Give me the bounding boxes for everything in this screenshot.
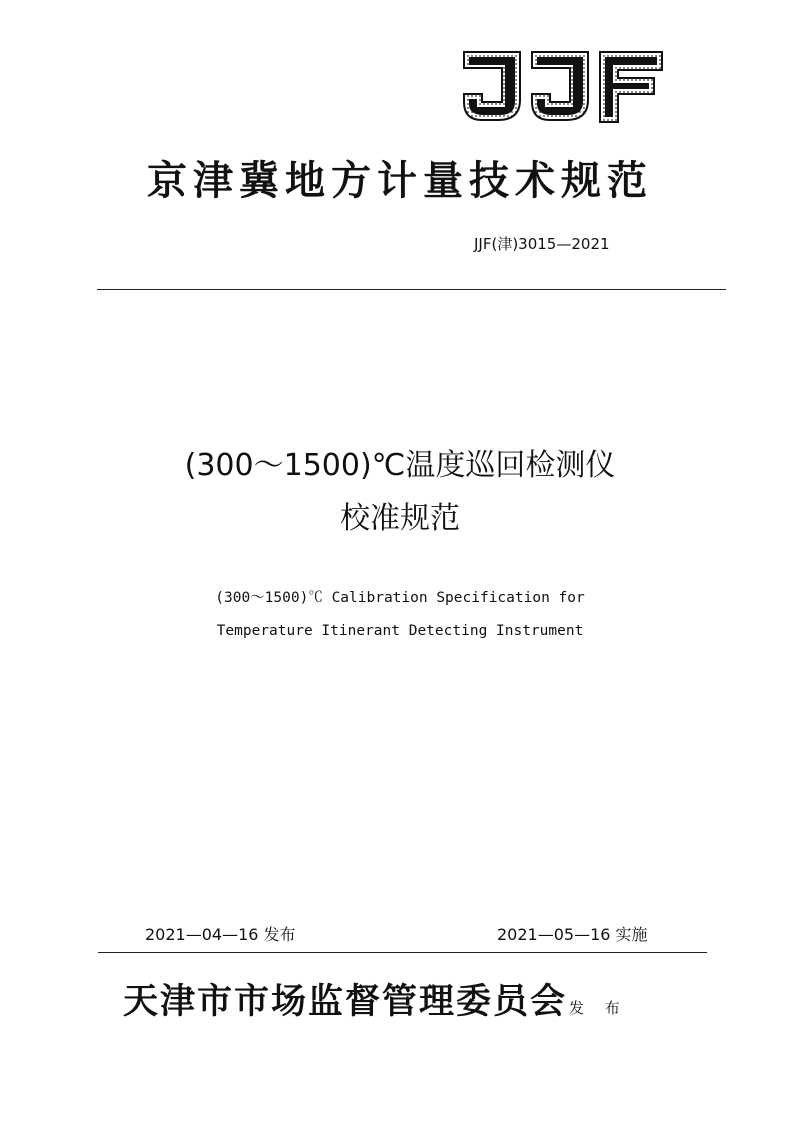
implementation-date: 2021—05—16 实施: [497, 925, 648, 944]
issue-date: 2021—04—16 发布: [145, 925, 296, 944]
bottom-divider: [98, 952, 707, 953]
top-divider: [97, 289, 726, 290]
english-title-line-1: (300～1500)℃ Calibration Specification for: [215, 590, 585, 606]
english-title-line-2: Temperature Itinerant Detecting Instrument: [216, 623, 584, 639]
issuer-suffix: 发 布: [569, 999, 628, 1017]
issuing-authority: [123, 980, 628, 1030]
chinese-title-line-1: (300～1500)℃温度巡回检测仪: [184, 448, 616, 483]
issuer-name: 天津市市场监督管理委员会: [123, 981, 568, 1022]
jjf-logo: [458, 46, 668, 128]
chinese-title-line-2: 校准规范: [340, 501, 460, 536]
org-title: 京津冀地方计量技术规范: [147, 157, 653, 204]
document-number: JJF(津)3015—2021: [474, 235, 610, 253]
